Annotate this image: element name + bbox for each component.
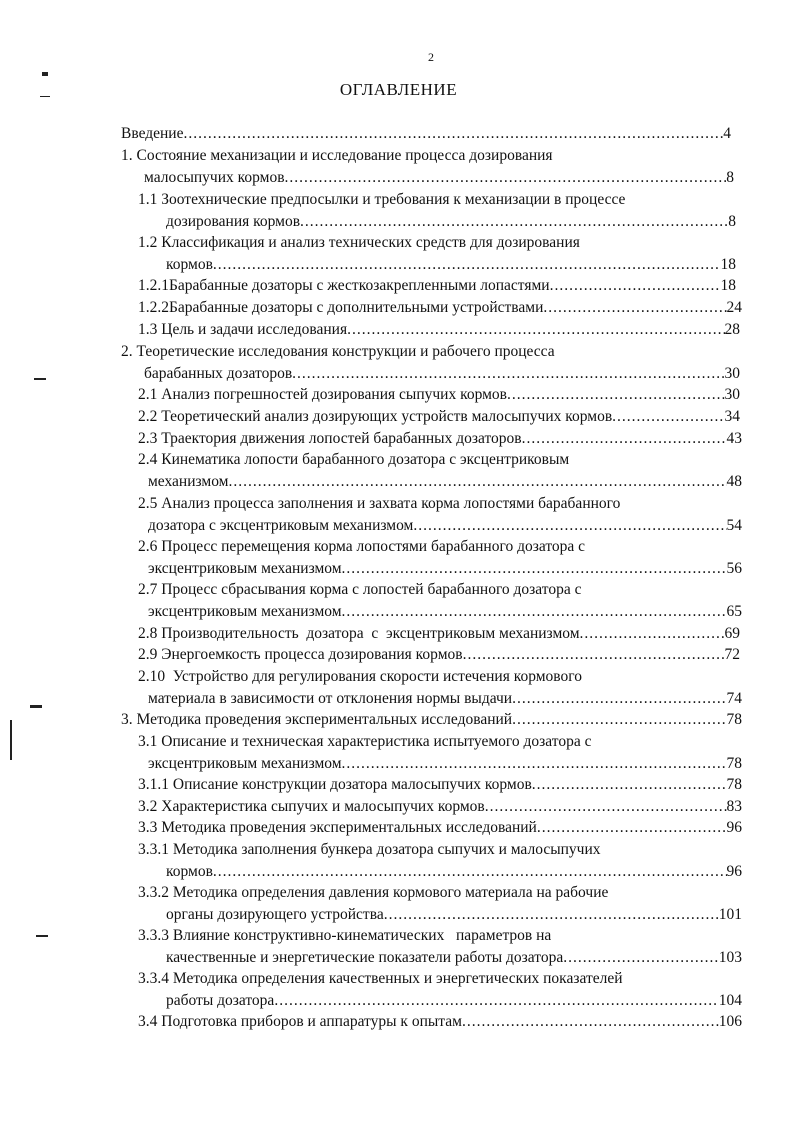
toc-entry-3-3-4: 3.3.4 Методика определения качественных и энергетических показателей: [138, 970, 623, 987]
toc-entry-2-7: 2.7 Процесс сбрасывания корма с лопостей барабанного дозатора с: [138, 581, 582, 598]
toc-entry-3-3-2-cont: органы дозирующего устройства ..... 101: [166, 905, 742, 925]
toc-entry-3-3: 3.3 Методика проведения экспериментальных исследований ..... 96: [138, 818, 742, 838]
toc-entry-3-1-cont: эксцентриковым механизмом ..... 78: [148, 754, 742, 774]
toc-entry-2-10-cont: материала в зависимости от отклонения нормы выдачи ..... 74: [148, 689, 742, 709]
toc-entry-1-3: 1.3 Цель и задачи исследования ..... 28: [138, 320, 740, 340]
toc-entry-2-3: 2.3 Траектория движения лопостей барабанных дозаторов ..... 43: [138, 429, 742, 449]
toc-entry-2-4: 2.4 Кинематика лопости барабанного дозатора с эксцентриковым: [138, 451, 570, 468]
toc-entry-2-5-cont: дозатора с эксцентриковым механизмом ..... 54: [148, 516, 742, 536]
toc-entry-2-8: 2.8 Производительность дозатора с эксцентриковым механизмом ..... 69: [138, 624, 740, 644]
toc-entry-1-2: 1.2 Классификация и анализ технических средств для дозирования: [138, 234, 580, 251]
page-number: 2: [428, 50, 434, 64]
toc-entry-intro: Введение ..... 4: [121, 124, 731, 144]
toc-entry-3-3-2: 3.3.2 Методика определения давления кормового материала на рабочие: [138, 884, 609, 901]
toc-entry-1-2-cont: кормов ..... 18: [166, 255, 736, 275]
toc-entry-2-10: 2.10 Устройство для регулирования скорости истечения кормового: [138, 668, 582, 685]
toc-entry-1-cont: малосыпучих кормов ..... 8: [144, 168, 734, 188]
toc-entry-2-1: 2.1 Анализ погрешностей дозирования сыпучих кормов ..... 30: [138, 385, 740, 405]
toc-entry-2-5: 2.5 Анализ процесса заполнения и захвата корма лопостями барабанного: [138, 495, 621, 512]
toc-entry-1-2-1: 1.2.1 Барабанные дозаторы с жесткозакрепленными лопастями ..... 18: [138, 276, 736, 296]
toc-entry-1-1: 1.1 Зоотехнические предпосылки и требования к механизации в процессе: [138, 191, 626, 208]
toc-entry-1-2-2: 1.2.2 Барабанные дозаторы с дополнительными устройствами ..... 24: [138, 298, 742, 318]
toc-entry-3: 3. Методика проведения экспериментальных исследований ..... 78: [121, 710, 742, 730]
toc-entry-1-1-cont: дозирования кормов ..... 8: [166, 212, 736, 232]
toc-entry-2-4-cont: механизмом ..... 48: [148, 472, 742, 492]
page-title: ОГЛАВЛЕНИЕ: [339, 80, 458, 99]
toc-entry-3-1: 3.1 Описание и техническая характеристика испытуемого дозатора с: [138, 733, 592, 750]
toc-entry-3-3-3: 3.3.3 Влияние конструктивно-кинематических параметров на: [138, 927, 552, 944]
toc-entry-2-2: 2.2 Теоретический анализ дозирующих устройств малосыпучих кормов ..... 34: [138, 407, 740, 427]
toc-entry-2-cont: барабанных дозаторов ..... 30: [144, 364, 740, 384]
toc-entry-1: 1. Состояние механизации и исследование процесса дозирования: [121, 147, 553, 164]
toc-entry-3-3-3-cont: качественные и энергетические показатели работы дозатора ..... 103: [166, 948, 742, 968]
toc-entry-2-9: 2.9 Энергоемкость процесса дозирования кормов ..... 72: [138, 645, 740, 665]
toc-entry-3-2: 3.2 Характеристика сыпучих и малосыпучих кормов ..... 83: [138, 797, 742, 817]
toc-entry-3-3-1-cont: кормов ..... 96: [166, 862, 742, 882]
toc-entry-2-7-cont: эксцентриковым механизмом ..... 65: [148, 602, 742, 622]
toc-entry-2-6-cont: эксцентриковым механизмом ..... 56: [148, 559, 742, 579]
toc-entry-3-1-1: 3.1.1 Описание конструкции дозатора малосыпучих кормов ..... 78: [138, 775, 742, 795]
toc-entry-3-4: 3.4 Подготовка приборов и аппаратуры к опытам ..... 106: [138, 1012, 742, 1032]
toc-entry-2-6: 2.6 Процесс перемещения корма лопостями барабанного дозатора с: [138, 538, 586, 555]
toc-entry-3-3-4-cont: работы дозатора ..... 104: [166, 991, 742, 1011]
toc-entry-3-3-1: 3.3.1 Методика заполнения бункера дозатора сыпучих и малосыпучих: [138, 841, 601, 858]
toc-entry-2: 2. Теоретические исследования конструкции и рабочего процесса: [121, 343, 555, 360]
